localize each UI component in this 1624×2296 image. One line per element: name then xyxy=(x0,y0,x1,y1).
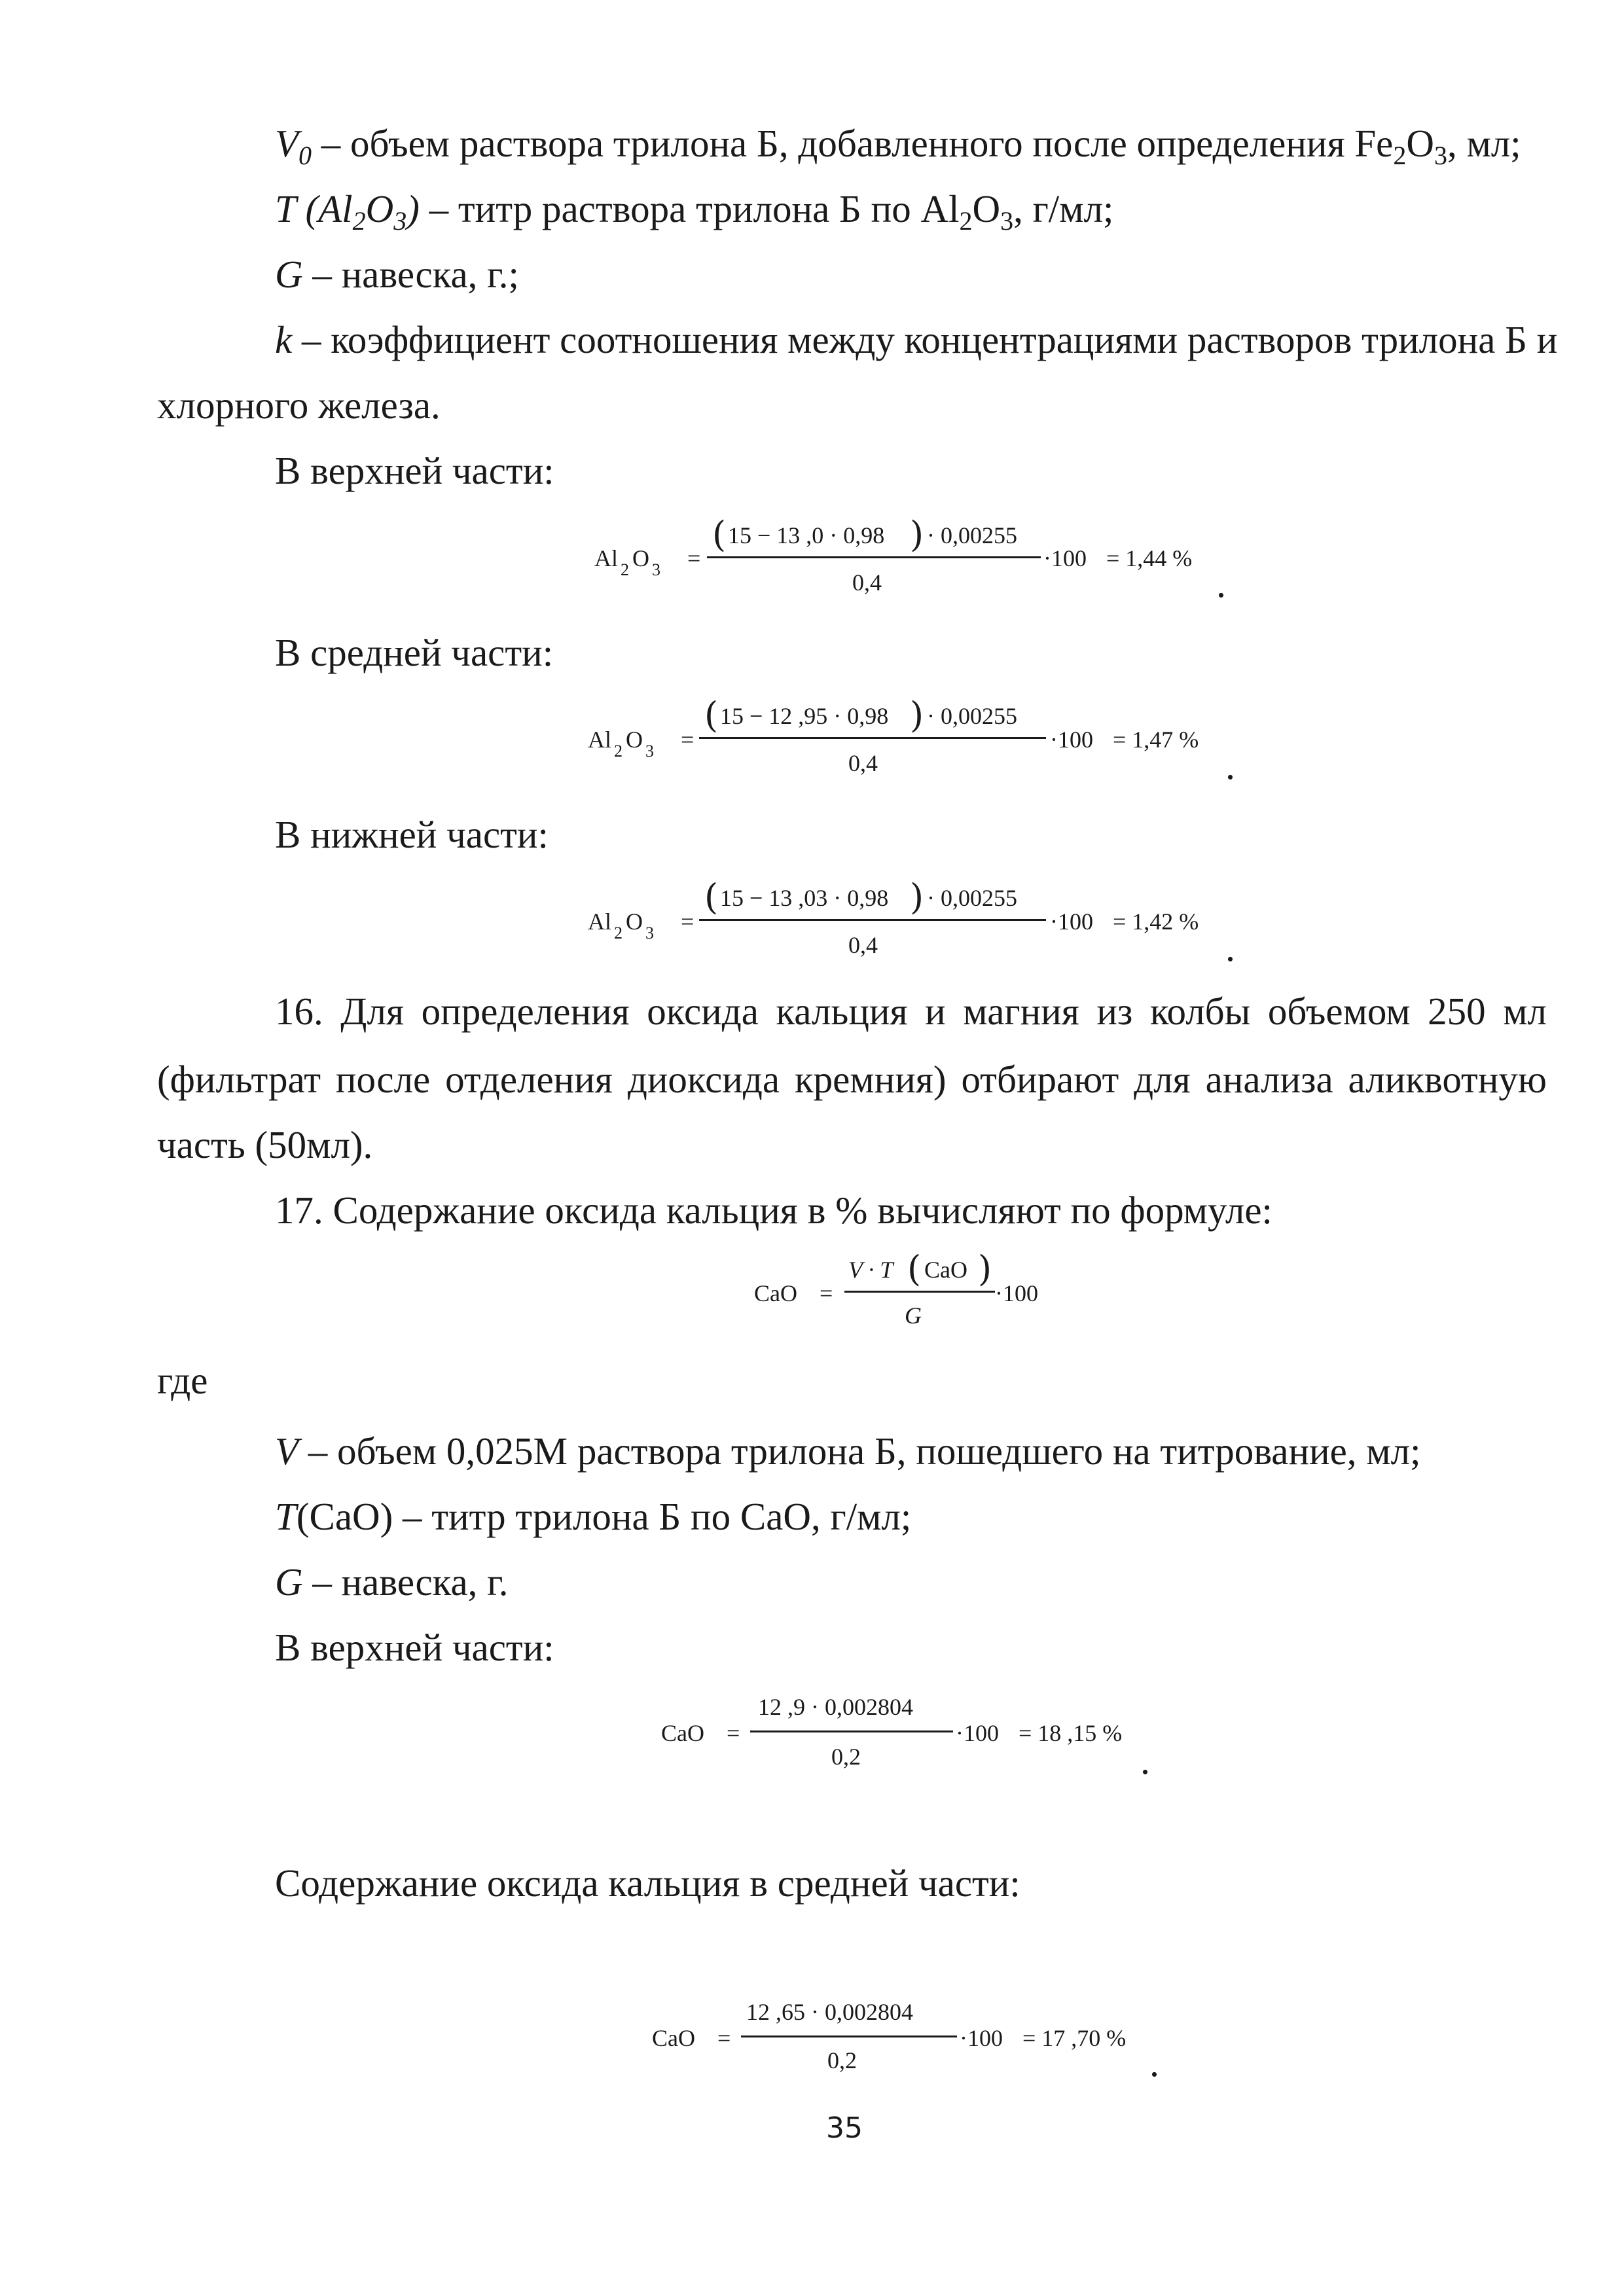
formula-result: = 17 ,70 % xyxy=(1022,2025,1127,2051)
fraction-bar xyxy=(844,1291,995,1293)
formula-paren-close: ) xyxy=(978,1248,992,1289)
formula-lhs: CaO xyxy=(754,1280,797,1306)
formula-multiplier: ·100 xyxy=(956,1720,999,1746)
formula-paren-close: ) xyxy=(910,514,924,555)
fraction-bar xyxy=(750,1731,953,1732)
formula-lhs: CaO xyxy=(661,1720,704,1746)
formula-lhs: Al $_2$ O $_3$ xyxy=(588,726,654,761)
heading-top-part-al: В верхней части: xyxy=(275,449,554,492)
formula-lhs: Al $_2$ O $_3$ xyxy=(594,545,660,579)
formula-numerator: 15 − 13 ,0 · 0,98 xyxy=(728,522,885,548)
formula-lhs: Al $_2$ O $_3$ xyxy=(588,908,654,942)
formula-end-dot: . xyxy=(1216,562,1226,605)
formula-equals: = xyxy=(820,1280,833,1306)
formula-numerator: 12 ,9 · 0,002804 xyxy=(758,1694,913,1720)
formula-equals: = xyxy=(681,726,695,753)
page-number: 35 xyxy=(826,2111,863,2145)
fraction-bar xyxy=(699,919,1046,921)
formula-paren-close: ) xyxy=(910,694,924,736)
formula-multiplier: ·100 xyxy=(1043,545,1087,571)
def-t-cao: T(CaO) – титр трилона Б по CaO, г/мл; xyxy=(275,1495,912,1538)
def-t-al2o3: T $(Al_2O_3)$ – титр раствора трилона Б по $Al_2O_3$, г/мл; xyxy=(275,187,1114,236)
fraction-bar xyxy=(741,2036,957,2037)
formula-numerator-tail: · 0,00255 xyxy=(927,885,1017,911)
def-v: V – объем 0,025М раствора трилона Б, пошедшего на титрование, мл; xyxy=(275,1429,1421,1473)
formula-multiplier: ·100 xyxy=(995,1280,1038,1306)
formula-denominator: 0,4 xyxy=(848,750,878,776)
fraction-bar xyxy=(699,737,1046,739)
heading-mid-part-al: В средней части: xyxy=(275,631,554,674)
formula-denominator: 0,2 xyxy=(827,2047,857,2073)
formula-multiplier: ·100 xyxy=(960,2025,1003,2051)
formula-denominator: 0,4 xyxy=(848,932,878,958)
formula-lhs: CaO xyxy=(652,2025,695,2051)
formula-result: = 18 ,15 % xyxy=(1019,1720,1123,1746)
formula-end-dot: . xyxy=(1149,2041,1159,2085)
formula-multiplier: ·100 xyxy=(1050,908,1093,935)
formula-numerator: 15 − 12 ,95 · 0,98 xyxy=(720,703,889,729)
heading-top-part-cao: В верхней части: xyxy=(275,1626,554,1669)
formula-denominator: 0,2 xyxy=(831,1744,861,1770)
fraction-bar xyxy=(707,556,1041,558)
heading-low-part-al: В нижней части: xyxy=(275,813,549,856)
item-16-line-1: 16. Для определения оксида кальция и магния из колбы объемом 250 мл xyxy=(275,990,1547,1033)
formula-paren-open: ( xyxy=(712,514,727,555)
v0-symbol: V xyxy=(275,122,299,165)
def-k-continuation: хлорного железа. xyxy=(157,384,441,427)
formula-paren-open: ( xyxy=(907,1248,922,1289)
item-16-line-3: часть (50мл). xyxy=(157,1123,373,1166)
formula-equals: = xyxy=(681,908,695,935)
def-v0: $V_0$ – объем раствора трилона Б, добавленного после определения $Fe_2O_3$, мл; xyxy=(275,122,1521,170)
formula-end-dot: . xyxy=(1140,1739,1150,1782)
formula-numerator-tail: · 0,00255 xyxy=(927,522,1017,548)
formula-numerator-vt: V · T xyxy=(848,1257,893,1283)
formula-equals: = xyxy=(727,1720,740,1746)
formula-numerator: 15 − 13 ,03 · 0,98 xyxy=(720,885,889,911)
formula-result: = 1,42 % xyxy=(1113,908,1199,935)
formula-end-dot: . xyxy=(1225,744,1235,787)
formula-end-dot: . xyxy=(1225,926,1235,969)
def-g-2: G – навеска, г. xyxy=(275,1560,509,1604)
formula-paren-open: ( xyxy=(704,694,719,736)
def-k: k – коэффициент соотношения между концентрациями растворов трилона Б и xyxy=(275,318,1558,361)
formula-numerator-tail: · 0,00255 xyxy=(927,703,1017,729)
formula-denominator: G xyxy=(905,1302,922,1329)
formula-paren-close: ) xyxy=(910,876,924,918)
formula-result: = 1,47 % xyxy=(1113,726,1199,753)
def-g-1: G – навеска, г.; xyxy=(275,253,519,296)
formula-numerator: 12 ,65 · 0,002804 xyxy=(746,1999,913,2025)
formula-paren-open: ( xyxy=(704,876,719,918)
formula-result: = 1,44 % xyxy=(1106,545,1193,571)
formula-equals: = xyxy=(687,545,701,571)
item-17: 17. Содержание оксида кальция в % вычисляют по формуле: xyxy=(275,1189,1272,1232)
formula-multiplier: ·100 xyxy=(1050,726,1093,753)
formula-denominator: 0,4 xyxy=(852,569,882,596)
formula-numerator-cao: CaO xyxy=(924,1257,967,1283)
where-label: где xyxy=(157,1359,208,1402)
heading-cao-mid: Содержание оксида кальция в средней части: xyxy=(275,1861,1020,1905)
formula-equals: = xyxy=(717,2025,731,2051)
item-16-line-2: (фильтрат после отделения диоксида кремния) отбирают для анализа аликвотную xyxy=(157,1058,1547,1101)
